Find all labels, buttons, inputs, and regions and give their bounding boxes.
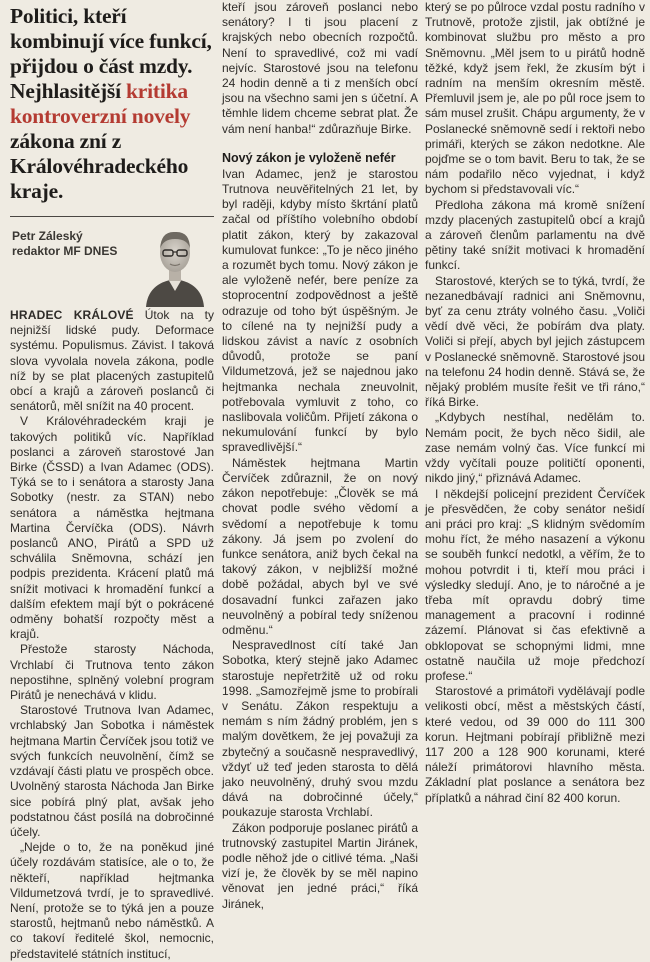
paragraph: Nespravedlnost cítí také Jan Sobotka, který stejně jako Adamec starostuje nepřetržitě už od roku 1998. „Samozřejmě jsme to probírali v Senátu. Zákon respektuju a nemám s ním žádný problém, jen s malým dovětkem, že jej považuji za zbytečný a současně nespravedlivý, vždyť už teď jeden starosta to dělá jako neuvolněný, druhý svou mzdu dává na dobročinné účely,“ poukazuje starosta Vrchlabí. <box>222 638 418 820</box>
author-box <box>10 216 214 308</box>
paragraph: „Kdybych nestíhal, nedělám to. Nemám pocit, že bych něco šidil, ale zase nemám volný čas. Více funkcí mi vždy vyčítali pouze političtí oponenti, nikdo jiný,“ přiznává Adamec. <box>425 410 645 486</box>
paragraph: V Královéhradeckém kraji je takových politiků víc. Například poslanci a zároveň starostové Jan Birke (ČSSD) a Ivan Adamec (ODS). Týká se to i senátora a starosty Jana Sobotky (nestr. za STAN) nebo senátora a náměstka hejtmana Martina Červíčka (ODS). Návrh poslanců ANO, Pirátů a SPD už schválila Sněmovna, schází jen podpis prezidenta. Krácení platů má snížit motivaci k hromadění funkcí a dalším efektem mají být o pokrácené odměny bohatší rozpočty měst a krajů. <box>10 414 214 642</box>
article-column-1 <box>10 0 214 961</box>
headline-text: Politici, kteří kombinují více funkcí, přijdou o část mzdy. Nejhlasitější <box>10 4 212 103</box>
subheading: Nový zákon je vyloženě nefér <box>222 150 396 165</box>
paragraph: I někdejší policejní prezident Červíček je přesvědčen, že coby senátor nešidí ani práci pro kraj: „S klidným svědomím mohu říct, že mého nasazení a výkonu se souběh funkcí nedotkl, a věřím, že to mohou potvrdit i ti, kteří mou práci i výsledky sledují. Ano, je to náročné a je třeba mít opravdu dobrý time management a pracovní i rodinné zázemí. Plánovat si čas efektivně a obklopovat se schopnými lidmi, mne ostatně naučila už moje předchozí profese.“ <box>425 486 645 683</box>
paragraph: Zákon podporuje poslanec pirátů a trutnovský zastupitel Martin Jiránek, podle něhož jde o citlivé téma. „Naši vizí je, že člověk by se měl napino věnovat jen jedné práci,“ říká Jiránek, <box>222 820 418 911</box>
paragraph: Přestože starosty Náchoda, Vrchlabí či Trutnova tento zákon nepostihne, splněný volební program Pirátů je nenechává v klidu. <box>10 642 214 703</box>
paragraph: který se po půlroce vzdal postu radního v Trutnově, protože zjistil, jak obtížné je kombinovat službu pro město a pro Sněmovnu. „Měl jsem to u pirátů hodně těžké, když jsem řekl, že zkusím být i radním na menším okresním městě. Přemluvil jsem je, ale po půl roce jsem to sám musel zrušit. Chápu argumenty, že v Poslanecké sněmovně sedí i rektoři nebo primáři, kterých se zákon nedotkne. Ale pojďme se o tom bavit. Beru to tak, že se nám podařilo něco vyjednat, i když bychom si představovali víc.“ <box>425 0 645 197</box>
article-column-3 <box>425 0 645 940</box>
paragraph: Starostové Trutnova Ivan Adamec, vrchlabský Jan Sobotka i náměstek hejtmana Martin Červíček jsou totiž ve svých funkcích neuvolnění, čímž se vzdávají části platu ve prospěch obce. Uvolněný starosta Náchoda Jan Birke sice pobírá plný plat, avšak jeho podstatnou část posílá na dobročinné účely. <box>10 703 214 839</box>
headline <box>10 0 214 204</box>
headline-accent: kritika kontroverzní novely <box>10 79 191 128</box>
article-column-2 <box>222 0 418 940</box>
lead-paragraph <box>10 308 214 414</box>
paragraph: Ivan Adamec, jenž je starostou Trutnova neuvěřitelných 21 let, by byl raději, kdyby místo škrtání platů začal od příštího volebního období platit zákon, který by zakazoval kumulovat funkce: „To je něco jiného a rozumět bych tomu. Nový zákon je ale vyloženě nefér, bere peníze za stoprocentní zodpovědnost a ještě odrazuje od toho být úspěšným. Je to cílené na ty nejnižší pudy a lidskou závist a navíc z osobních důvodů, protože se paní Vildumetzová, jež se najednou jako hejtmanka nechala zneuvolnit, potřebovala vymluvit z toho, co naslibovala voličům. Přijetí zákona o nekumulování funkcí by bylo spravedlivější.“ <box>222 166 418 455</box>
paragraph: Předloha zákona má kromě snížení mzdy placených zastupitelů obcí a krajů a zároveň členům parlamentu na dvě pětiny také snížit motivaci k hromadění funkcí. <box>425 197 645 273</box>
paragraph: Starostové a primátoři vydělávají podle velikosti obcí, měst a městských částí, které vedou, od 39 000 do 111 300 korun. Hejtmani pobírají přibližně mezi 117 200 a 128 900 korunami, které náleží primátorovi hlavního města. Základní plat poslance a senátora bez příplatků a náhrad činí 82 400 korun. <box>425 684 645 805</box>
paragraph: kteří jsou zároveň poslanci nebo senátory? I ti jsou placení z krajských nebo obecních rozpočtů. Není to spravedlivé, což mi vadí nejvíc. Starostové jsou na telefonu 24 hodin denně a ti z menších obcí jsou na všechno sami jen s účetní. A těmhle lidem chceme sebrat plat. Že vám není hanba!“ zdůrazňuje Birke. <box>222 0 418 136</box>
dateline: HRADEC KRÁLOVÉ <box>10 308 134 322</box>
author-name: Petr Záleský <box>12 229 83 243</box>
paragraph: Starostové, kterých se to týká, tvrdí, že nezanedbávají radnici ani Sněmovnu, byť za cenu ztráty volného času. „Voliči vědí dvě věci, že pobírám dva platy. Voliči si přejí, abych byl jejich zástupcem v Poslanecké sněmovně. Starostové jsou na telefonu 24 hodin denně. Stává se, že nějaký problém musíte řešit ve tři ráno,“ říká Birke. <box>425 273 645 410</box>
author-role: redaktor MF DNES <box>12 244 118 258</box>
paragraph: Náměstek hejtmana Martin Červíček zdůraznil, že on nový zákon nepotřebuje: „Člověk se má chovat podle svého vědomí a svědomí a nepotřebuje k tomu zákony. Já jsem po zvolení do funkce senátora, aniž bych čekal na takový zákon, v nejbližší možné době požádal, abych byl ve své dosavadní funkci zařazen jako neuvolněný a pobíral tedy sníženou odměnu.“ <box>222 455 418 637</box>
lead-text: Útok na ty nejnižší lidské pudy. Deformace systému. Populismus. Závist. I taková slova vyvolala novela zákona, podle níž by se plat placených zastupitelů obcí a krajů a zároveň poslanců či senátorů, měl snížit na 40 procent. <box>10 308 214 414</box>
paragraph: „Nejde o to, že na poněkud jiné účely rozdávám statisíce, ale o to, že někteří, například hejtmanka Vildumetzová tvrdí, je to spravedlivé. Není, protože se to týká jen a pouze starostů, hejtmanů nebo náměstků. A co takoví ředitelé škol, nemocnic, představitelé státních institucí, <box>10 840 214 961</box>
author-photo <box>142 221 208 307</box>
headline-text-end: zákona zní z Královéhradeckého kraje. <box>10 129 189 203</box>
